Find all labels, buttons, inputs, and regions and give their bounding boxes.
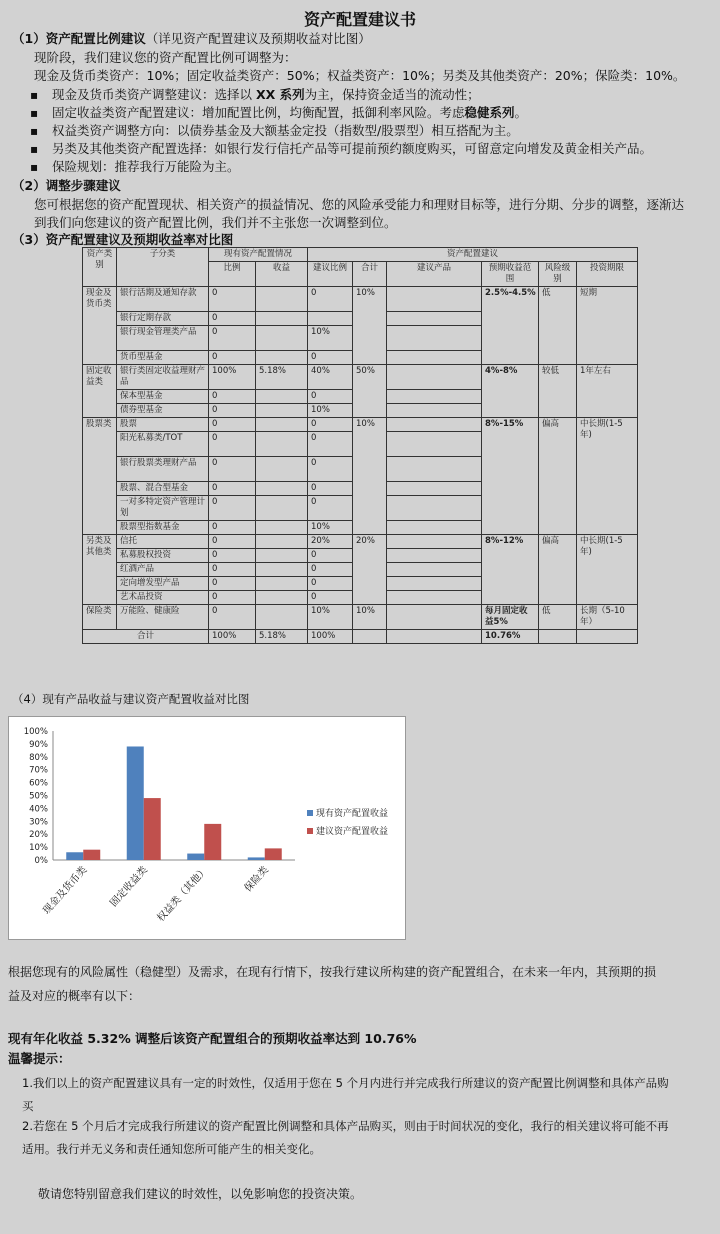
group-total-cell: 50% bbox=[353, 365, 387, 418]
bar-current bbox=[66, 852, 83, 860]
group-total-cell: 10% bbox=[353, 605, 387, 630]
y-tick-label: 50% bbox=[29, 791, 48, 802]
sum-total-cell bbox=[353, 630, 387, 644]
sum-term-cell bbox=[577, 630, 638, 644]
asset-class-cell: 固定收益类 bbox=[83, 365, 117, 418]
y-tick-label: 70% bbox=[29, 765, 48, 776]
current-ratio-cell: 0 bbox=[209, 351, 256, 365]
y-tick-label: 80% bbox=[29, 752, 48, 763]
bar-current bbox=[127, 746, 144, 860]
current-return-cell bbox=[256, 457, 308, 482]
suggested-ratio-cell: 10% bbox=[308, 326, 353, 351]
suggested-ratio-cell: 0 bbox=[308, 432, 353, 457]
current-ratio-cell: 0 bbox=[209, 549, 256, 563]
current-ratio-cell: 0 bbox=[209, 432, 256, 457]
suggested-ratio-cell: 10% bbox=[308, 605, 353, 630]
suggested-ratio-cell: 0 bbox=[308, 591, 353, 605]
subclass-cell: 股票 bbox=[117, 418, 209, 432]
table-row bbox=[83, 418, 638, 432]
term-cell: 中长期(1-5年) bbox=[577, 418, 638, 535]
product-cell bbox=[387, 432, 482, 457]
sum-sratio-cell: 100% bbox=[308, 630, 353, 644]
current-ratio-cell: 0 bbox=[209, 577, 256, 591]
group-total-cell: 10% bbox=[353, 287, 387, 365]
conclusion-line1: 根据您现有的风险属性（稳健型）及需求，在现有行情下，按我行建议所构建的资产配置组合，在未来一年内，其预期的损 bbox=[8, 965, 657, 979]
section2-heading: （2）调整步骤建议 bbox=[12, 178, 121, 193]
subclass-cell: 艺术品投资 bbox=[117, 591, 209, 605]
sum-ratio-cell: 100% bbox=[209, 630, 256, 644]
product-cell bbox=[387, 535, 482, 549]
section1-intro: 现阶段，我们建议您的资产配置比例可调整为： bbox=[34, 50, 297, 65]
x-category-label: 固定收益类 bbox=[108, 864, 150, 910]
product-cell bbox=[387, 605, 482, 630]
header-return: 收益 bbox=[256, 262, 308, 287]
bar-current bbox=[248, 857, 265, 860]
expected-return-cell: 每月固定收益5% bbox=[482, 605, 539, 630]
current-ratio-cell: 0 bbox=[209, 390, 256, 404]
product-cell bbox=[387, 390, 482, 404]
product-cell bbox=[387, 404, 482, 418]
subclass-cell: 定向增发型产品 bbox=[117, 577, 209, 591]
tip2-line1: 2.若您在 5 个月后才完成我行所建议的资产配置比例调整和具体产品购买，则由于时间状况的变化，我行的相关建议将可能不再 bbox=[22, 1119, 669, 1133]
current-return-cell bbox=[256, 496, 308, 521]
current-ratio-cell: 0 bbox=[209, 457, 256, 482]
closing-note: 敬请您特别留意我们建议的时效性，以免影响您的投资决策。 bbox=[38, 1187, 363, 1201]
sum-label-cell: 合计 bbox=[83, 630, 209, 644]
asset-class-cell: 股票类 bbox=[83, 418, 117, 535]
suggested-ratio-cell: 10% bbox=[308, 404, 353, 418]
table-row bbox=[83, 535, 638, 549]
subclass-cell: 私募股权投资 bbox=[117, 549, 209, 563]
asset-class-cell: 现金及货币类 bbox=[83, 287, 117, 365]
bullet-text: 保险规划：推荐我行万能险为主。 bbox=[52, 159, 240, 174]
subclass-cell: 银行类固定收益理财产品 bbox=[117, 365, 209, 390]
current-return-cell bbox=[256, 482, 308, 496]
current-return-cell bbox=[256, 605, 308, 630]
subclass-cell: 信托 bbox=[117, 535, 209, 549]
tip2-line2: 适用。我行并无义务和责任通知您所可能产生的相关变化。 bbox=[22, 1142, 321, 1156]
x-category-label: 保险类 bbox=[242, 864, 271, 895]
risk-level-cell: 较低 bbox=[539, 365, 577, 418]
risk-level-cell: 低 bbox=[539, 287, 577, 365]
asset-class-cell: 保险类 bbox=[83, 605, 117, 630]
product-cell bbox=[387, 577, 482, 591]
group-total-cell: 20% bbox=[353, 535, 387, 605]
table-sum-row bbox=[83, 630, 638, 644]
current-ratio-cell: 0 bbox=[209, 591, 256, 605]
current-ratio-cell: 0 bbox=[209, 418, 256, 432]
suggested-ratio-cell: 0 bbox=[308, 287, 353, 312]
current-return-cell bbox=[256, 521, 308, 535]
header-sratio: 建议比例 bbox=[308, 262, 353, 287]
tips-heading: 温馨提示： bbox=[8, 1051, 71, 1066]
subclass-cell: 股票、混合型基金 bbox=[117, 482, 209, 496]
suggested-ratio-cell: 10% bbox=[308, 521, 353, 535]
current-return-cell bbox=[256, 563, 308, 577]
subclass-cell: 货币型基金 bbox=[117, 351, 209, 365]
section1-heading-line bbox=[12, 30, 371, 48]
current-return-cell bbox=[256, 432, 308, 457]
header-suggest: 资产配置建议 bbox=[308, 248, 638, 262]
current-return-cell bbox=[256, 404, 308, 418]
y-tick-label: 20% bbox=[29, 830, 48, 841]
suggested-ratio-cell: 0 bbox=[308, 496, 353, 521]
legend-label: 建议资产配置收益 bbox=[316, 827, 389, 837]
risk-level-cell: 偏高 bbox=[539, 535, 577, 605]
current-ratio-cell: 0 bbox=[209, 326, 256, 351]
table-header-row bbox=[83, 248, 638, 262]
header-ratio: 比例 bbox=[209, 262, 256, 287]
term-cell: 短期 bbox=[577, 287, 638, 365]
legend-swatch bbox=[307, 810, 313, 816]
current-return-cell bbox=[256, 287, 308, 312]
current-return-cell: 5.18% bbox=[256, 365, 308, 390]
subclass-cell: 阳光私募类/TOT bbox=[117, 432, 209, 457]
group-total-cell: 10% bbox=[353, 418, 387, 535]
subclass-cell: 银行定期存款 bbox=[117, 312, 209, 326]
legend-label: 现有资产配置收益 bbox=[316, 809, 389, 819]
suggested-ratio-cell: 40% bbox=[308, 365, 353, 390]
header-term: 投资期限 bbox=[577, 262, 638, 287]
y-tick-label: 40% bbox=[29, 804, 48, 815]
current-return-cell bbox=[256, 418, 308, 432]
term-cell: 1年左右 bbox=[577, 365, 638, 418]
term-cell: 长期（5-10年） bbox=[577, 605, 638, 630]
current-ratio-cell: 0 bbox=[209, 563, 256, 577]
current-return-cell bbox=[256, 591, 308, 605]
section1-bullet bbox=[52, 140, 652, 158]
expected-return-cell: 8%-15% bbox=[482, 418, 539, 535]
bar-current bbox=[187, 854, 204, 860]
section2-line1: 您可根据您的资产配置现状、相关资产的损益情况、您的风险承受能力和理财目标等，进行分期、分步的调整，逐渐达 bbox=[34, 197, 685, 212]
sum-expected-cell: 10.76% bbox=[482, 630, 539, 644]
suggested-ratio-cell: 0 bbox=[308, 549, 353, 563]
suggested-ratio-cell bbox=[308, 312, 353, 326]
subclass-cell: 万能险、健康险 bbox=[117, 605, 209, 630]
subclass-cell: 银行股票类理财产品 bbox=[117, 457, 209, 482]
y-tick-label: 90% bbox=[29, 739, 48, 750]
product-cell bbox=[387, 457, 482, 482]
current-ratio-cell: 0 bbox=[209, 535, 256, 549]
section1-bullet bbox=[52, 122, 519, 140]
header-subclass: 子分类 bbox=[117, 248, 209, 287]
current-return-cell bbox=[256, 549, 308, 563]
sum-return-cell: 5.18% bbox=[256, 630, 308, 644]
current-return-cell bbox=[256, 312, 308, 326]
x-category-label: 现金及货币类 bbox=[41, 864, 90, 917]
header-current: 现有资产配置情况 bbox=[209, 248, 308, 262]
y-tick-label: 30% bbox=[29, 817, 48, 828]
bar-suggested bbox=[83, 850, 100, 860]
product-cell bbox=[387, 591, 482, 605]
current-ratio-cell: 0 bbox=[209, 521, 256, 535]
comparison-chart bbox=[8, 716, 406, 940]
x-category-label: 权益类（其他） bbox=[155, 864, 211, 925]
y-tick-label: 10% bbox=[29, 843, 48, 854]
table-row bbox=[83, 605, 638, 630]
suggested-ratio-cell: 0 bbox=[308, 457, 353, 482]
expected-return-cell: 2.5%-4.5% bbox=[482, 287, 539, 365]
current-ratio-cell: 0 bbox=[209, 404, 256, 418]
current-ratio-cell: 0 bbox=[209, 312, 256, 326]
suggested-ratio-cell: 20% bbox=[308, 535, 353, 549]
product-cell bbox=[387, 563, 482, 577]
current-return-cell bbox=[256, 535, 308, 549]
y-tick-label: 100% bbox=[23, 727, 48, 737]
current-ratio-cell: 0 bbox=[209, 496, 256, 521]
expected-return-cell: 8%-12% bbox=[482, 535, 539, 605]
table-row bbox=[83, 365, 638, 390]
bar-suggested bbox=[144, 798, 161, 860]
expected-result: 现有年化收益 5.32% 调整后该资产配置组合的预期收益率达到 10.76% bbox=[8, 1031, 417, 1046]
subclass-cell: 保本型基金 bbox=[117, 390, 209, 404]
current-return-cell bbox=[256, 326, 308, 351]
current-return-cell bbox=[256, 577, 308, 591]
header-risk: 风险级别 bbox=[539, 262, 577, 287]
risk-level-cell: 偏高 bbox=[539, 418, 577, 535]
current-ratio-cell: 0 bbox=[209, 482, 256, 496]
product-cell bbox=[387, 549, 482, 563]
current-ratio-cell: 0 bbox=[209, 605, 256, 630]
subclass-cell: 红酒产品 bbox=[117, 563, 209, 577]
suggested-ratio-cell: 0 bbox=[308, 351, 353, 365]
section4-heading: （4）现有产品收益与建议资产配置收益对比图 bbox=[12, 692, 250, 706]
header-expected: 预期收益范围 bbox=[482, 262, 539, 287]
product-cell bbox=[387, 496, 482, 521]
asset-class-cell: 另类及其他类 bbox=[83, 535, 117, 605]
bullet-text: 权益类资产调整方向：以债券基金及大额基金定投（指数型/股票型）相互搭配为主。 bbox=[52, 123, 519, 138]
table-row bbox=[83, 287, 638, 312]
document-title: 资产配置建议书 bbox=[303, 10, 416, 29]
section1-ratios: 现金及货币类资产：10%；固定收益类资产：50%；权益类资产：10%；另类及其他类资产：20%；保险类：10%。 bbox=[34, 68, 686, 83]
section1-heading: （1）资产配置比例建议 bbox=[12, 31, 146, 46]
chart-svg bbox=[9, 717, 405, 939]
bullet-text: 固定收益类资产配置建议：增加配置比例，均衡配置，抵御利率风险。考虑 bbox=[52, 105, 465, 120]
sum-product-cell bbox=[387, 630, 482, 644]
product-cell bbox=[387, 365, 482, 390]
product-cell bbox=[387, 326, 482, 351]
header-total: 合计 bbox=[353, 262, 387, 287]
section3-heading: （3）资产配置建议及预期收益率对比图 bbox=[12, 232, 234, 247]
section1-heading-note: （详见资产配置建议及预期收益对比图） bbox=[145, 31, 371, 46]
legend-swatch bbox=[307, 828, 313, 834]
subclass-cell: 银行活期及通知存款 bbox=[117, 287, 209, 312]
suggested-ratio-cell: 0 bbox=[308, 390, 353, 404]
subclass-cell: 银行现金管理类产品 bbox=[117, 326, 209, 351]
bullet-bold-text: 稳健系列 bbox=[464, 105, 515, 120]
bullet-text: 。 bbox=[514, 105, 528, 120]
current-ratio-cell: 100% bbox=[209, 365, 256, 390]
tip1-line1: 1.我们以上的资产配置建议具有一定的时效性，仅适用于您在 5 个月内进行并完成我行所建议的资产配置比例调整和具体产品购 bbox=[22, 1076, 669, 1090]
bullet-text: 现金及货币类资产调整建议：选择以 bbox=[52, 87, 256, 102]
y-tick-label: 0% bbox=[34, 856, 48, 866]
bullet-bold-text: XX 系列 bbox=[255, 87, 305, 102]
subclass-cell: 债券型基金 bbox=[117, 404, 209, 418]
product-cell bbox=[387, 351, 482, 365]
product-cell bbox=[387, 418, 482, 432]
current-return-cell bbox=[256, 351, 308, 365]
bullet-text: 另类及其他类资产配置选择：如银行发行信托产品等可提前预约额度购买，可留意定向增发及黄金相关产品。 bbox=[52, 141, 653, 156]
section1-bullet bbox=[52, 158, 240, 176]
product-cell bbox=[387, 287, 482, 312]
tip1-line2: 买 bbox=[22, 1099, 34, 1113]
suggested-ratio-cell: 0 bbox=[308, 563, 353, 577]
sum-risk-cell bbox=[539, 630, 577, 644]
expected-return-cell: 4%-8% bbox=[482, 365, 539, 418]
section1-bullet bbox=[52, 104, 527, 122]
section2-line2: 到我们向您建议的资产配置比例，我们并不主张您一次调整到位。 bbox=[34, 215, 397, 230]
product-cell bbox=[387, 482, 482, 496]
product-cell bbox=[387, 312, 482, 326]
subclass-cell: 股票型指数基金 bbox=[117, 521, 209, 535]
section1-bullet bbox=[52, 86, 480, 104]
suggested-ratio-cell: 0 bbox=[308, 482, 353, 496]
current-return-cell bbox=[256, 390, 308, 404]
y-tick-label: 60% bbox=[29, 778, 48, 789]
suggested-ratio-cell: 0 bbox=[308, 418, 353, 432]
bar-suggested bbox=[204, 824, 221, 860]
allocation-table bbox=[82, 247, 638, 644]
risk-level-cell: 低 bbox=[539, 605, 577, 630]
suggested-ratio-cell: 0 bbox=[308, 577, 353, 591]
bar-suggested bbox=[265, 848, 282, 860]
conclusion-line2: 益及对应的概率有以下： bbox=[8, 989, 141, 1003]
bullet-text: 为主，保持资金适当的流动性； bbox=[304, 87, 480, 102]
subclass-cell: 一对多特定资产管理计划 bbox=[117, 496, 209, 521]
current-ratio-cell: 0 bbox=[209, 287, 256, 312]
header-product: 建议产品 bbox=[387, 262, 482, 287]
product-cell bbox=[387, 521, 482, 535]
header-asset-class: 资产类别 bbox=[83, 248, 117, 287]
term-cell: 中长期(1-5年) bbox=[577, 535, 638, 605]
